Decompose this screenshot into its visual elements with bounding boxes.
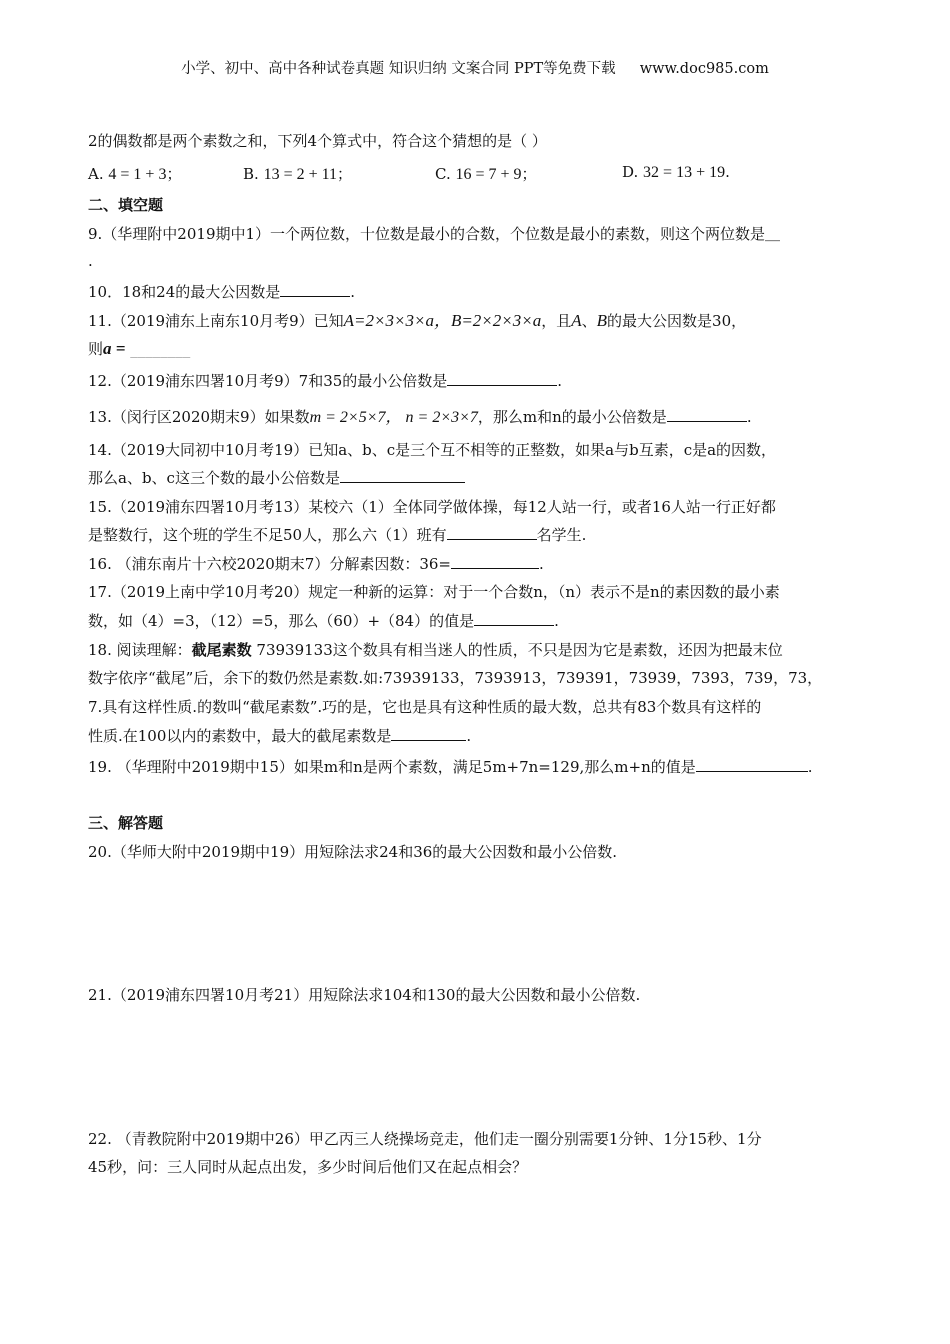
q11-blank[interactable]: ________ [130,340,191,358]
q19: 19. （华理附中2019期中15）如果m和n是两个素数，满足5m+7n=129,那么m+n的值是 . [88,758,813,776]
q11-line2: 则a = ________ [88,339,191,358]
q22-line1: 22. （青教院附中2019期中26）甲乙丙三人绕操场竞走，他们走一圈分别需要1分钟、1分15秒、1分 [88,1130,762,1148]
q18-line3: 7.具有这样性质.的数叫“截尾素数”.巧的是，它也是具有这种性质的最大数，总共有83个数具有这样的 [88,698,762,716]
header-text: 小学、初中、高中各种试卷真题 知识归纳 文案合同 PPT等免费下载 [181,61,616,77]
q11-line1: 11.（2019浦东上南东10月考9）已知A=2×3×3×a，B=2×2×3×a，且A、B的最大公因数是30， [88,311,747,330]
q14-line1: 14.（2019大同初中10月考19）已知a、b、c是三个互不相等的正整数，如果a与b互素，c是a的因数， [88,441,777,459]
q18-line2: 数字依序“截尾”后，余下的数仍然是素数.如:73939133，7393913，739391，73939，7393，739，73， [88,669,823,687]
q8-option-b: B. 13 = 2 + 11； [243,165,353,183]
q17-line2: 数，如（4）=3，（12）=5，那么（60）+（84）的值是 . [88,612,559,630]
q13: 13.（闵行区2020期末9）如果数m = 2×5×7， n = 2×3×7，那么m和n的最小公倍数是 . [88,408,752,426]
q12-blank[interactable] [447,371,557,386]
header-url[interactable]: www.doc985.com [639,61,769,77]
q22-line2: 45秒，问：三人同时从起点出发，多少时间后他们又在起点相会？ [88,1158,528,1176]
q16: 16. （浦东南片十六校2020期末7）分解素因数：36= . [88,555,544,573]
q8-stem: 2的偶数都是两个素数之和，下列4个算式中，符合这个猜想的是（ ） [88,132,547,150]
q8-option-a: A. 4 = 1 + 3； [88,165,182,183]
q18-line1: 18. 阅读理解：截尾素数 73939133这个数具有相当迷人的性质，不只是因为它是素数，还因为把最末位 [88,641,783,659]
q9-line2: . [88,252,93,270]
q18-blank[interactable] [391,726,466,741]
section-fill-in-title: 二、填空题 [88,196,164,214]
q18-line4: 性质.在100以内的素数中，最大的截尾素数是 . [88,727,472,745]
q10-blank[interactable] [280,282,350,297]
q12: 12.（2019浦东四署10月考9）7和35的最小公倍数是 . [88,372,563,390]
q15-blank[interactable] [447,525,537,540]
q10: 10．18和24的最大公因数是 . [88,283,356,301]
page-header [0,57,950,78]
q19-blank[interactable] [696,757,808,772]
q14-line2: 那么a、b、c这三个数的最小公倍数是 [88,468,465,488]
q8-option-d: D. 32 = 13 + 19. [622,163,730,181]
q8-option-c: C. 16 = 7 + 9； [435,165,537,183]
q9-line1: 9.（华理附中2019期中1）一个两位数，十位数是最小的合数，个位数是最小的素数，则这个两位数是＿ [88,225,781,243]
q15-line1: 15.（2019浦东四署10月考13）某校六（1）全体同学做体操，每12人站一行，或者16人站一行正好都 [88,498,776,516]
section-solve-title: 三、解答题 [88,814,164,832]
q17-line1: 17.（2019上南中学10月考20）规定一种新的运算：对于一个合数n，（n）表示不是n的素因数的最小素 [88,583,780,601]
q21: 21.（2019浦东四署10月考21）用短除法求104和130的最大公因数和最小公倍数. [88,986,641,1004]
q20: 20.（华师大附中2019期中19）用短除法求24和36的最大公因数和最小公倍数. [88,843,618,861]
q14-blank[interactable] [340,468,465,483]
q16-blank[interactable] [451,554,539,569]
q13-blank[interactable] [667,407,747,422]
q17-blank[interactable] [474,611,554,626]
q15-line2: 是整数行，这个班的学生不足50人，那么六（1）班有 名学生. [88,526,587,544]
